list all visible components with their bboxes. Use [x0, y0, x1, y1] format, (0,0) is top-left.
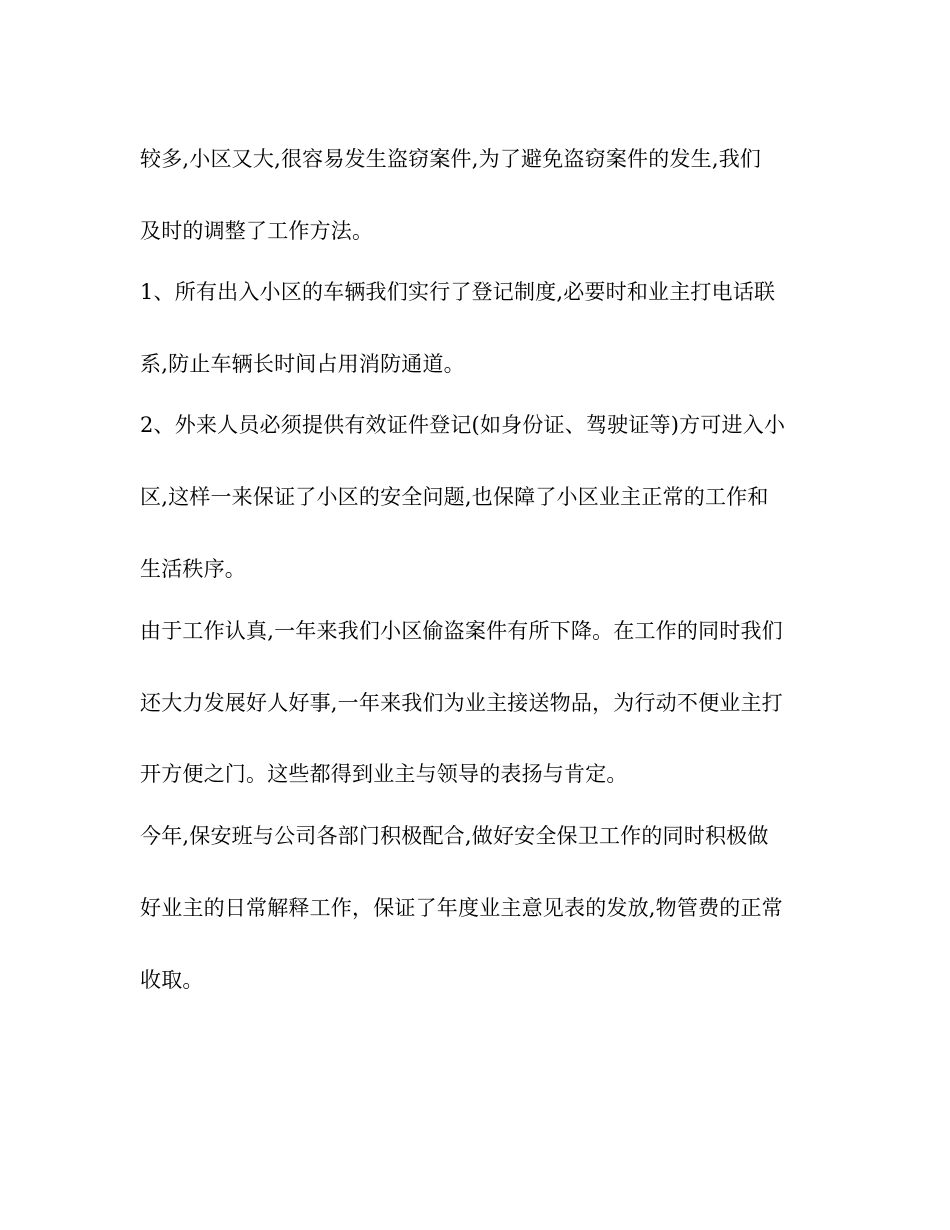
text-line: 区,这样一来保证了小区的安全问题,也保障了小区业主正常的工作和	[140, 485, 769, 509]
text-line: 还大力发展好人好事,一年来我们为业主接送物品，为行动不便业主打	[140, 691, 783, 715]
text-line: 开方便之门。这些都得到业主与领导的表扬与肯定。	[140, 762, 628, 786]
text-line: 系,防止车辆长时间占用消防通道。	[140, 352, 465, 376]
text-line: 好业主的日常解释工作，保证了年度业主意见表的发放,物管费的正常	[140, 896, 783, 920]
text-line: 及时的调整了工作方法。	[140, 219, 374, 243]
text-line: 今年,保安班与公司各部门积极配合,做好安全保卫工作的同时积极做	[140, 824, 769, 848]
text-line: 由于工作认真,一年来我们小区偷盗案件有所下降。在工作的同时我们	[140, 619, 783, 643]
text-line: 生活秩序。	[140, 557, 246, 581]
text-line: 1、所有出入小区的车辆我们实行了登记制度,必要时和业主打电话联	[140, 280, 776, 304]
text-line: 2、外来人员必须提供有效证件登记(如身份证、驾驶证等)方可进入小	[140, 413, 786, 437]
text-line: 收取。	[140, 968, 204, 992]
text-line: 较多,小区又大,很容易发生盗窃案件,为了避免盗窃案件的发生,我们	[140, 147, 762, 171]
